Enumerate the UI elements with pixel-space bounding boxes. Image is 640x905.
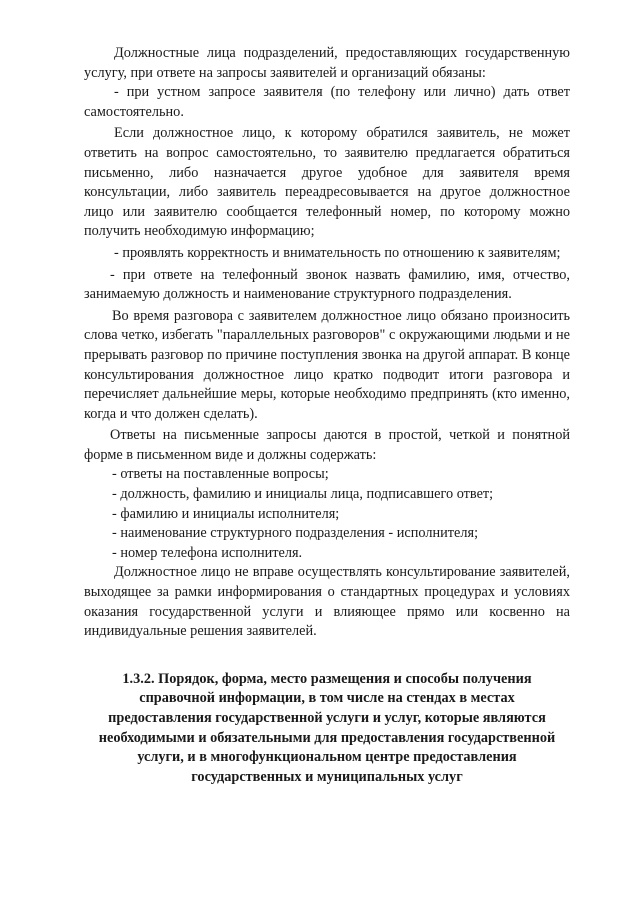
section-heading — [84, 670, 570, 788]
list-item: - наименование структурного подразделения - исполнителя; — [112, 525, 479, 542]
paragraph-officials-obliged: Должностные лица подразделений, предоставляющих государственную услугу, при ответе на запросы заявителей и организаций обязаны: — [84, 45, 570, 81]
paragraph-oral-request: - при устном запросе заявителя (по телефону или лично) дать ответ самостоятельно. — [84, 84, 570, 120]
paragraph-written-answers: Ответы на письменные запросы даются в простой, четкой и понятной форме в письменном виде и должны содержать: — [84, 427, 570, 463]
heading-line: государственных и муниципальных услуг — [191, 768, 463, 785]
list-item: - должность, фамилию и инициалы лица, подписавшего ответ; — [112, 486, 494, 503]
paragraph-phone-call: - при ответе на телефонный звонок назвать фамилию, имя, отчество, занимаемую должность и наименование структурного подразделения. — [84, 266, 570, 303]
heading-line: услуги, и в многофункциональном центре предоставления — [137, 749, 517, 766]
list-item: - номер телефона исполнителя. — [112, 544, 303, 561]
paragraph-cannot-answer: Если должностное лицо, к которому обратился заявитель, не может ответить на вопрос самостоятельно, то заявителю предлагается обратиться письменно, либо назначается другое удобное для заявителя время консультации, либо заявитель переадресовывается на другое должностное лицо или заявителю сообщается телефонный номер, по которому можно получить необходимую информацию; — [84, 125, 570, 240]
heading-line: справочной информации, в том числе на стендах в местах — [139, 690, 515, 707]
heading-line: необходимыми и обязательными для предоставления государственной — [98, 729, 556, 746]
paragraph-correctness: - проявлять корректность и внимательность по отношению к заявителям; — [114, 244, 561, 261]
list-item: - ответы на поставленные вопросы; — [112, 466, 329, 483]
list-item: - фамилию и инициалы исполнителя; — [112, 505, 340, 522]
paragraph-limits: Должностное лицо не вправе осуществлять консультирование заявителей, выходящее за рамки информирования о стандартных процедурах и условиях оказания государственной услуги и влияющее прямо или косвенно на индивидуальные решения заявителей. — [84, 564, 570, 640]
paragraph-conversation: Во время разговора с заявителем должностное лицо обязано произносить слова четко, избегать "параллельных разговоров" с окружающими людьми и не прерывать разговор по причине поступления звонка на другой аппарат. В конце консультирования должностное лицо кратко подводит итоги разговора и перечисляет дальнейшие меры, которые необходимо предпринять (кто именно, когда и что должен сделать). — [84, 307, 570, 422]
heading-line: предоставления государственной услуги и услуг, которые являются — [108, 710, 546, 726]
heading-line: 1.3.2. Порядок, форма, место размещения и способы получения — [122, 670, 532, 687]
requirements-list — [84, 465, 570, 563]
